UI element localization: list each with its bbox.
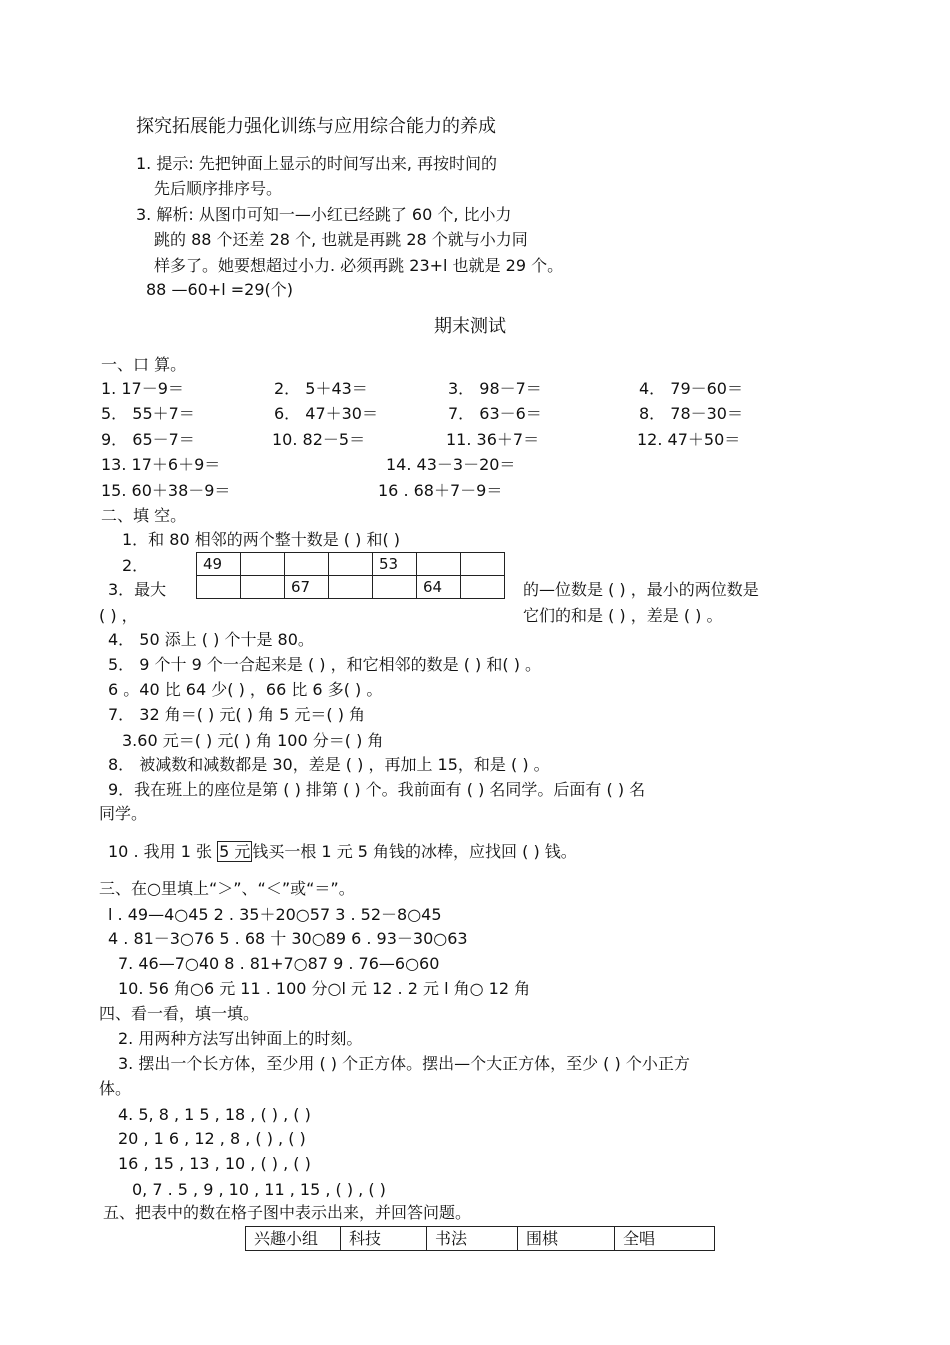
grid-cell xyxy=(285,553,329,576)
grid-cell: 49 xyxy=(197,553,241,576)
calc-item: 8． 78－30＝ xyxy=(639,404,743,423)
calc-item: 14. 43－3－20＝ xyxy=(386,455,516,474)
fill-q3-line2-right: 它们的和是 ( ) ，差是 ( ) 。 xyxy=(523,606,723,625)
part2-heading: 二、填 空。 xyxy=(101,506,187,525)
fill-line: 3.60 元＝( ) 元( ) 角 100 分＝( ) 角 xyxy=(122,731,384,750)
fill-line: 7． 32 角＝( ) 元( ) 角 5 元＝( ) 角 xyxy=(108,705,366,724)
grid-cell xyxy=(329,553,373,576)
fill-line: 6 。40 比 64 少( ) ，66 比 6 多( ) 。 xyxy=(108,680,383,699)
grid-cell xyxy=(373,576,417,599)
sequence-row: 20 , 1 6 , 12 , 8 , ( ) , ( ) xyxy=(118,1129,306,1148)
calc-item: 12. 47＋50＝ xyxy=(637,430,741,449)
calc-item: 11. 36＋7＝ xyxy=(446,430,540,449)
grid-cell: 67 xyxy=(285,576,329,599)
fill-q10-text-a: 10 . 我用 1 张 xyxy=(108,842,218,861)
sequence-row: 4. 5, 8 , 1 5 , 18 , ( ) , ( ) xyxy=(118,1105,311,1124)
grid-cell xyxy=(461,553,505,576)
sequence-row: 0, 7 . 5 , 9 , 10 , 11 , 15 , ( ) , ( ) xyxy=(132,1180,386,1199)
tip-line: 样多了。她要想超过小力. 必须再跳 23+l 也就是 29 个。 xyxy=(154,256,564,275)
calc-item: 9． 65－7＝ xyxy=(101,430,195,449)
calc-item: 2． 5＋43＝ xyxy=(274,379,368,398)
compare-row: 10. 56 角○6 元 11 . 100 分○l 元 12 . 2 元 l 角○ 12 角 xyxy=(118,979,531,998)
grid-cell xyxy=(241,553,285,576)
fill-q3-right: 的—位数是 ( ) ，最小的两位数是 xyxy=(523,580,759,599)
grid-cell xyxy=(197,576,241,599)
part4-heading: 四、看一看，填一填。 xyxy=(99,1004,260,1023)
fill-q3-line2-left: ( ) ， xyxy=(99,606,138,625)
fill-q10 xyxy=(108,842,577,862)
tip-line: 跳的 88 个还差 28 个, 也就是再跳 28 个就与小力同 xyxy=(154,230,528,249)
calc-item: 15. 60＋38－9＝ xyxy=(101,481,231,500)
fill-q3-left: 3．最大 xyxy=(108,580,167,599)
calc-item: 6． 47＋30＝ xyxy=(274,404,378,423)
grid-cell xyxy=(461,576,505,599)
fill-line: 8． 被减数和减数都是 30，差是 ( ) ，再加上 15，和是 ( ) 。 xyxy=(108,755,550,774)
compare-row: 4 . 81－3○76 5 . 68 十 30○89 6 . 93－30○63 xyxy=(108,929,468,948)
fill-line: 4． 50 添上 ( ) 个十是 80。 xyxy=(108,630,314,649)
part1-heading: 一、口 算。 xyxy=(101,355,187,374)
part3-heading: 三、在○里填上“＞”、“＜”或“＝”。 xyxy=(99,879,355,898)
fill-line: 同学。 xyxy=(99,804,148,823)
fill-line: 5． 9 个十 9 个一合起来是 ( ) ，和它相邻的数是 ( ) 和( ) 。 xyxy=(108,655,542,674)
grid-cell: 53 xyxy=(373,553,417,576)
fill-q2-label: 2． xyxy=(122,556,149,575)
exam-title: 期末测试 xyxy=(434,316,506,337)
grid-cell xyxy=(417,553,461,576)
look-q3-cont: 体。 xyxy=(99,1079,132,1098)
fill-q1: 1．和 80 相邻的两个整十数是 ( ) 和( ) xyxy=(122,530,401,549)
calc-item: 3． 98－7＝ xyxy=(448,379,542,398)
compare-row: 7. 46—7○40 8 . 81+7○87 9 . 76—6○60 xyxy=(118,954,440,973)
calc-item: 1. 17－9＝ xyxy=(101,379,184,398)
fill-q10-text-b: 钱买一根 1 元 5 角钱的冰棒，应找回 ( ) 钱。 xyxy=(252,842,577,861)
calc-item: 16 . 68＋7－9＝ xyxy=(378,481,503,500)
part5-heading: 五、把表中的数在格子图中表示出来，并回答问题。 xyxy=(103,1203,472,1222)
calc-item: 7． 63－6＝ xyxy=(448,404,542,423)
calc-item: 13. 17＋6＋9＝ xyxy=(101,455,221,474)
tip-line: 88 —60+l =29(个) xyxy=(146,280,293,299)
table-header-cell: 全唱 xyxy=(615,1227,715,1251)
number-grid xyxy=(196,552,505,599)
fill-line: 9．我在班上的座位是第 ( ) 排第 ( ) 个。我前面有 ( ) 名同学。后面有 ( ) 名 xyxy=(108,780,646,799)
table-header-cell: 围棋 xyxy=(518,1227,615,1251)
sequence-row: 16 , 15 , 13 , 10 , ( ) , ( ) xyxy=(118,1154,311,1173)
grid-cell xyxy=(241,576,285,599)
grid-cell: 64 xyxy=(417,576,461,599)
grid-cell xyxy=(329,576,373,599)
five-yuan-box: 5 元 xyxy=(219,842,251,861)
calc-item: 4． 79－60＝ xyxy=(639,379,743,398)
tip-line: 先后顺序排序号。 xyxy=(154,179,283,198)
table-header-cell: 兴趣小组 xyxy=(246,1227,341,1251)
table-header-cell: 书法 xyxy=(427,1227,518,1251)
calc-item: 10. 82－5＝ xyxy=(272,430,366,449)
section-title: 探究拓展能力强化训练与应用综合能力的养成 xyxy=(136,116,496,137)
look-q2: 2. 用两种方法写出钟面上的时刻。 xyxy=(118,1029,363,1048)
calc-item: 5． 55＋7＝ xyxy=(101,404,195,423)
table-header-cell: 科技 xyxy=(341,1227,427,1251)
compare-row: l . 49—4○45 2 . 35＋20○57 3 . 52－8○45 xyxy=(108,905,442,924)
look-q3: 3. 摆出一个长方体，至少用 ( ) 个正方体。摆出—个大正方体，至少 ( ) 个小正方 xyxy=(118,1054,690,1073)
tip-line: 3. 解析: 从图巾可知一—小红已经跳了 60 个, 比小力 xyxy=(136,205,512,224)
tip-line: 1. 提示: 先把钟面上显示的时间写出来, 再按时间的 xyxy=(136,154,498,173)
interest-group-table xyxy=(245,1226,715,1251)
